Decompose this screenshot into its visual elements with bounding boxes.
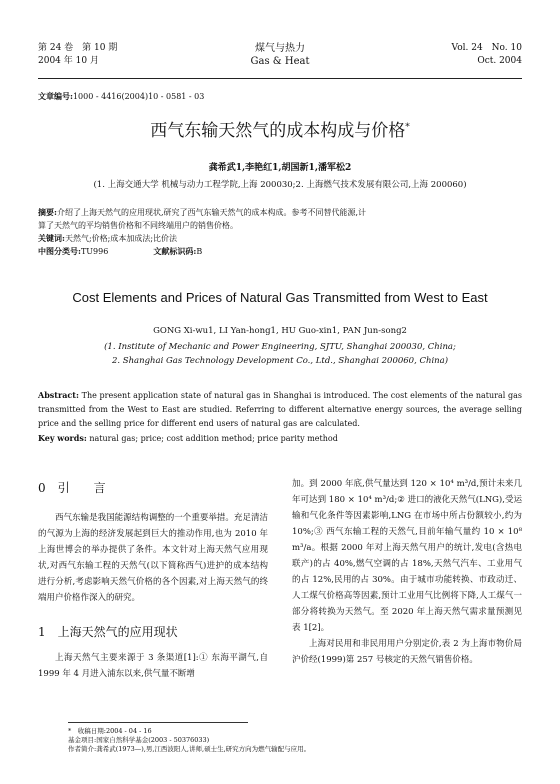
header-rule: [38, 78, 522, 79]
section-heading-intro: 0 引 言: [38, 481, 106, 495]
header-journal-name: 煤气与热力 Gas & Heat: [250, 43, 310, 67]
section-heading-1: 1 上海天然气的应用现状: [38, 625, 178, 639]
keywords-english: Key words: natural gas; price; cost addition method; price parity method: [38, 433, 338, 443]
classification-line: 中图分类号:TU996 文献标识码:B: [38, 246, 203, 256]
paragraph-continued: 加。到 2000 年底,供气量达到 120 × 10⁴ m³/d,预计未来几年可达到 180 × 10⁴ m³/d;② 进口的液化天然气(LNG),受运输和气化条件等因素影响,LNG 在市场中所占份额较小,约为 10%;③ 西气东输工程的天然气,目前年输气量约 10 × 10⁸ m³/a。根据 2000 年对上海天然气用户的统计,发电(含热电联产)的占 40%,燃气空调的占 18%,天然气汽车、工业用气的占 12%,民用的占 30%。由于城市功能转换、市政动迁、人工煤气价格高等因素,预计工业用气比例将下降,人工煤气一部分将转换为天然气。至 2020 年上海天然气需求量预测见表 1[2]。: [292, 479, 522, 633]
title-english: Cost Elements and Prices of Natural Gas Transmitted from West to East: [72, 290, 488, 305]
paragraph-intro: 西气东输是我国能源结构调整的一个重要举措。充足清洁的气源为上海的经济发展起到巨大的推动作用,也为 2010 年上海世博会的举办提供了条件。本文针对上海天然气应用现状,对西气东输工程的天然气(以下简称西气)进护的成本结构进行分析,考虑影响天然气价格的各个因素,对上海天然气的终端用户价格作深入的研究。: [38, 513, 268, 603]
affiliation-english: (1. Institute of Mechanic and Power Engineering, SJTU, Shanghai 200030, China; 2. Shanghai Gas Technology Development Co., Ltd., Shanghai 200060, China): [104, 342, 456, 366]
keywords-chinese: 关键词:天然气;价格;成本加成法;比价法: [38, 233, 178, 243]
title-chinese: 西气东输天然气的成本构成与价格*: [150, 121, 410, 141]
authors-english: GONG Xi-wu1, LI Yan-hong1, HU Guo-xin1, PAN Jun-song2: [153, 326, 407, 336]
body-left-column: [38, 476, 268, 682]
body-right-column: [292, 476, 522, 668]
header-volume-cn: 第 24 卷 第 10 期 2004 年 10 月: [38, 43, 118, 66]
abstract-chinese: 摘要:介绍了上海天然气的应用现状,研究了西气东输天然气的成本构成。参考不同替代能源,计 算了天然气的平均销售价格和不同终端用户的销售价格。 关键词:天然气;价格;成本加成法;比价法 中图分类号:TU996 文献标识码:B: [38, 206, 522, 258]
footnote: * 收稿日期:2004 - 04 - 16 基金项目:国家自然科学基金(2003 - 50376033) 作者简介:龚希武(1973—),男,江西波阳人,讲师,硕士生,研究方向为燃气输配与应用。: [68, 727, 311, 753]
article-number: 文章编号:1000 - 4416(2004)10 - 0581 - 03: [38, 91, 205, 101]
paragraph-section1: 上海天然气主要来源于 3 条渠道[1]:① 东海平湖气,自 1999 年 4 月进入浦东以来,供气量不断增: [38, 653, 268, 679]
authors-chinese: 龚希武1,李艳红1,胡国新1,潘军松2: [208, 163, 352, 173]
footnote-rule: [68, 722, 248, 723]
abstract-english: Abstract: The present application state of natural gas in Shanghai is introduced. The cost elements of the natural gas transmitted from the West to East are studied. Referring to different alternative energy sources, the average selling price and the selling price for different end users of natural gas are calculated. Key words: natural gas; price; cost addition method; price parity method: [38, 388, 522, 446]
header-volume-en: Vol. 24 No. 10 Oct. 2004: [451, 43, 522, 66]
affiliation-chinese: (1. 上海交通大学 机械与动力工程学院,上海 200030;2. 上海燃气技术发展有限公司,上海 200060): [93, 180, 467, 190]
paragraph-pricing: 上海对民用和非民用用户分别定价,表 2 为上海市物价局沪价经(1999)第 257 号核定的天然气销售价格。: [292, 639, 522, 665]
running-header: [0, 42, 560, 76]
